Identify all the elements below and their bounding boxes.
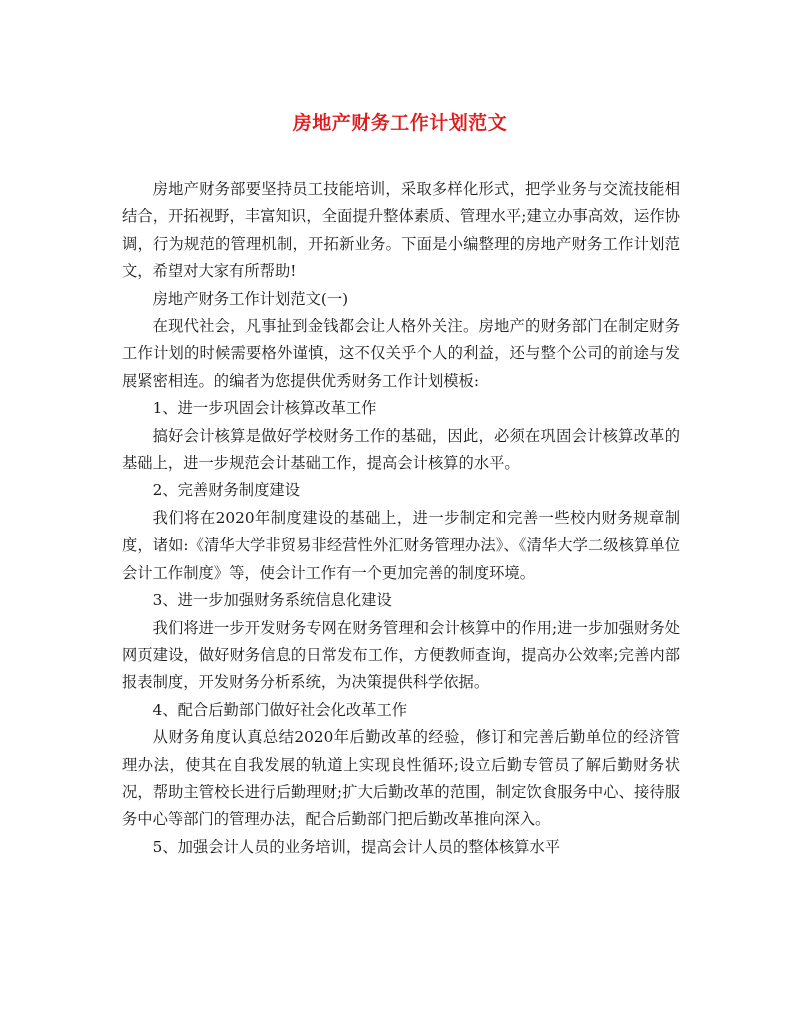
body-paragraph: 搞好会计核算是做好学校财务工作的基础，因此，必须在巩固会计核算改革的基础上，进一步规范会计基础工作，提高会计核算的水平。 [122, 426, 680, 473]
item-heading-1: 1、进一步巩固会计核算改革工作 [152, 399, 377, 418]
item-heading-4: 4、配合后勤部门做好社会化改革工作 [152, 700, 408, 719]
item-heading-3: 3、进一步加强财务系统信息化建设 [152, 591, 392, 610]
body-paragraph: 在现代社会，凡事扯到金钱都会让人格外关注。房地产的财务部门在制定财务工作计划的时候需要格外谨慎，这不仅关乎个人的利益，还与整个公司的前途与发展紧密相连。的编者为您提供优秀财务工作计划模板: [122, 317, 680, 390]
document-title: 房地产财务工作计划范文 [292, 112, 508, 134]
item-heading-2: 2、完善财务制度建设 [152, 481, 300, 500]
section-heading: 房地产财务工作计划范文(一) [152, 289, 349, 308]
document-body [122, 176, 680, 861]
body-paragraph: 我们将在2020年制度建设的基础上，进一步制定和完善一些校内财务规章制度，诸如:《清华大学非贸易非经营性外汇财务管理办法》、《清华大学二级核算单位会计工作制度》等，使会计工作有一个更加完善的制度环境。 [122, 508, 680, 582]
body-paragraph: 我们将进一步开发财务专网在财务管理和会计核算中的作用;进一步加强财务处网页建设，做好财务信息的日常发布工作，方便教师查询，提高办公效率;完善内部报表制度，开发财务分析系统，为决策提供科学依据。 [122, 618, 680, 692]
item-heading-5: 5、加强会计人员的业务培训，提高会计人员的整体核算水平 [152, 837, 561, 856]
body-paragraph: 从财务角度认真总结2020年后勤改革的经验，修订和完善后勤单位的经济管理办法，使其在自我发展的轨道上实现良性循环;设立后勤专管员了解后勤财务状况，帮助主管校长进行后勤理财;扩大后勤改革的范围，制定饮食服务中心、接待服务中心等部门的管理办法，配合后勤部门把后勤改革推向深入。 [122, 728, 680, 829]
intro-paragraph: 房地产财务部要坚持员工技能培训，采取多样化形式，把学业务与交流技能相结合，开拓视野，丰富知识，全面提升整体素质、管理水平;建立办事高效，运作协调，行为规范的管理机制，开拓新业务。下面是小编整理的房地产财务工作计划范文，希望对大家有所帮助! [122, 180, 680, 281]
